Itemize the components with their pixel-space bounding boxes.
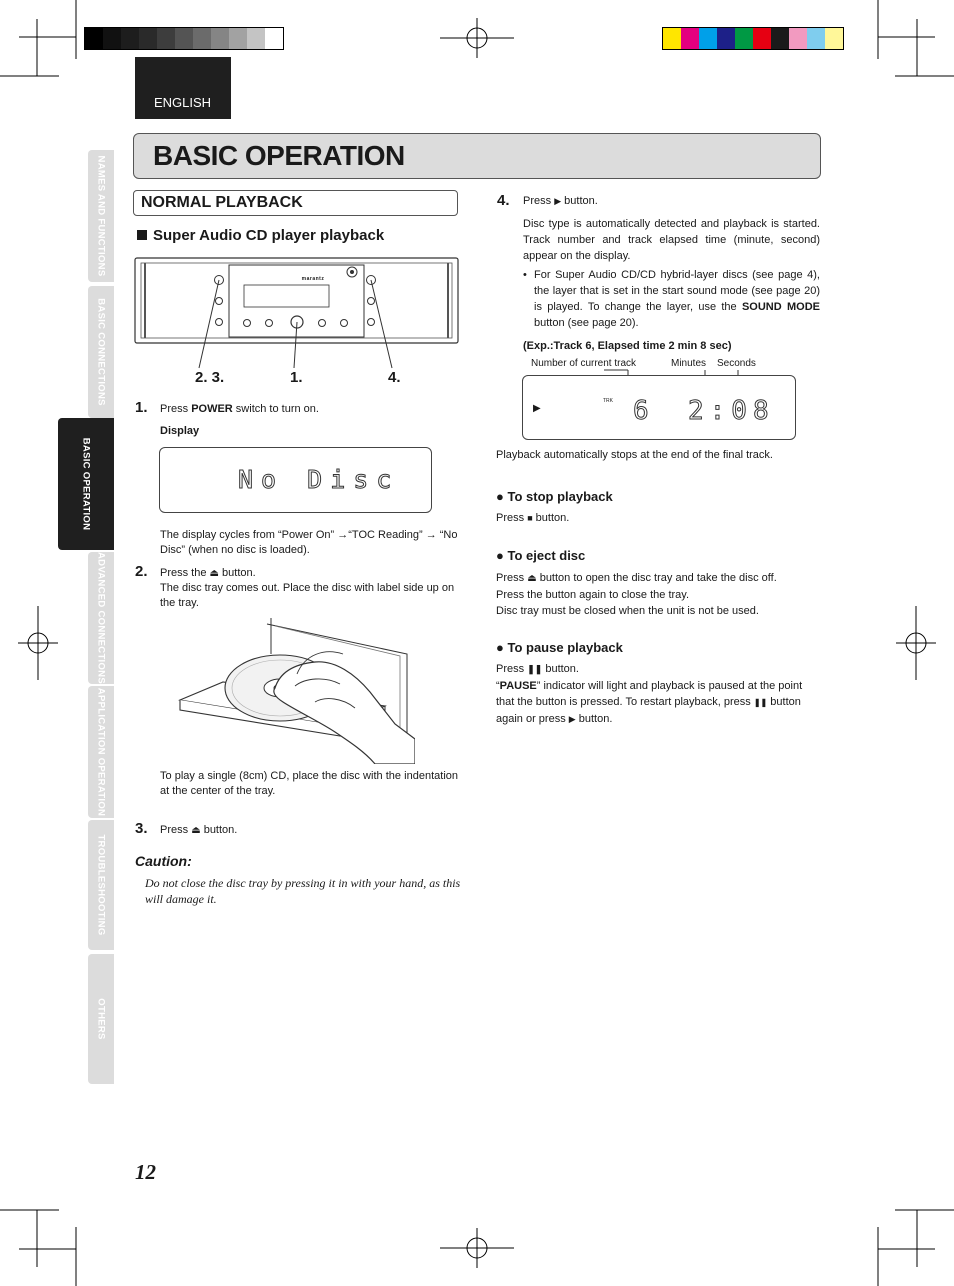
pause-description: “PAUSE” indicator will light and playback is paused at the point that the button is pressed. To restart playback, press ❚❚ button again or press ▶ button. [496, 680, 803, 725]
single-cd-text: To play a single (8cm) CD, place the disc with the indentation at the center of the tray. [160, 770, 458, 797]
caution-text: Do not close the disc tray by pressing it in with your hand, as this will damage it. [145, 876, 461, 906]
page-number: 12 [135, 1160, 156, 1184]
label-minutes: Minutes [671, 358, 707, 369]
pause-heading: ● To pause playback [496, 640, 623, 655]
side-tab-basic-operation[interactable]: BASIC OPERATION [58, 418, 114, 550]
eject-text: Press ⏏ button to open the disc tray and take the disc off. Press the button again to close the tray. Disc tray must be closed when the unit is not be used. [496, 572, 777, 617]
eject-heading: ● To eject disc [496, 548, 586, 563]
step-3-text: Press ⏏ button. [160, 824, 238, 836]
example-title: (Exp.:Track 6, Elapsed time 2 min 8 sec) [523, 340, 732, 352]
subsection-heading: Super Audio CD player playback [137, 227, 384, 244]
label-seconds: Seconds [717, 358, 756, 369]
pause-icon: ❚❚ [527, 664, 543, 674]
stop-text: Press ■ button. [496, 512, 570, 524]
eject-icon: ⏏ [527, 573, 537, 584]
display-cycle-text: The display cycles from “Power On” →“TOC Reading” → “No Disc” (when no disc is loaded). [160, 529, 458, 556]
circle-bullet-icon: ● [496, 489, 504, 504]
step-3-number: 3. [135, 820, 148, 837]
label-current-track: Number of current track [531, 358, 637, 369]
display-label: Display [160, 425, 200, 437]
eject-icon: ⏏ [191, 825, 201, 836]
step-4-text: Press ▶ button. [523, 195, 598, 207]
callout-1: 1. [290, 369, 303, 386]
language-tab [135, 57, 231, 119]
step-4-number: 4. [497, 192, 510, 209]
lcd-playback [522, 375, 796, 440]
language-label: ENGLISH [154, 95, 212, 110]
square-bullet-icon [137, 230, 147, 240]
pause-text: Press ❚❚ button. [496, 663, 579, 675]
eject-icon: ⏏ [209, 568, 219, 579]
play-icon: ▶ [554, 196, 562, 206]
pause-icon: ❚❚ [753, 698, 768, 707]
hybrid-disc-bullet: • For Super Audio CD/CD hybrid-layer discs (see page 4), the layer that is set in the start sound mode (see page 20) is played. To change the layer, use the SOUND MODE button (see page 20). [523, 269, 820, 329]
side-tab-basic-connections[interactable]: BASIC CONNECTIONS [88, 286, 114, 418]
side-tab-others[interactable]: OTHERS [88, 954, 114, 1084]
device-brand: marantz [301, 276, 325, 282]
circle-bullet-icon: ● [496, 548, 504, 563]
side-tab-advanced-connections[interactable]: ADVANCED CONNECTIONS [88, 552, 114, 684]
section-heading-box [133, 190, 458, 216]
play-icon: ▶ [568, 714, 576, 724]
disc-tray-illustration [175, 614, 415, 764]
lcd-track-number: 6 [633, 396, 657, 426]
section-heading: NORMAL PLAYBACK [141, 194, 303, 211]
lcd-trk-label: TRK [603, 398, 613, 404]
circle-bullet-icon: ● [496, 640, 504, 655]
lcd-elapsed-time: 2:08 [688, 396, 775, 426]
step-2-number: 2. [135, 563, 148, 580]
lcd-play-icon: ▶ [533, 403, 541, 414]
lcd-no-disc-text: No Disc [238, 465, 400, 494]
lcd-no-disc [159, 447, 432, 513]
step-2-text: Press the ⏏ button. The disc tray comes out. Place the disc with label side up on the tray. [160, 567, 455, 609]
color-bar [662, 27, 844, 50]
stop-icon: ■ [527, 513, 533, 523]
grayscale-bar [84, 27, 284, 50]
callout-4: 4. [388, 369, 401, 386]
caution-title: Caution: [135, 853, 192, 869]
page-title: BASIC OPERATION [153, 140, 405, 171]
callout-2-3: 2. 3. [195, 369, 225, 386]
bullet-dot: • [523, 269, 527, 281]
step-1-text: Press POWER switch to turn on. [160, 403, 319, 415]
step-1-number: 1. [135, 399, 148, 416]
step-4-description: Disc type is automatically detected and playback is started. Track number and track elapsed time (minute, second) appear on the display. [523, 218, 820, 262]
side-tab-names-and-functions[interactable]: NAMES AND FUNCTIONS [88, 150, 114, 282]
side-tab-troubleshooting[interactable]: TROUBLESHOOTING [88, 820, 114, 950]
side-tab-application-operation[interactable]: APPLICATION OPERATION [88, 686, 114, 818]
page-title-box [133, 133, 821, 179]
auto-stop-text: Playback automatically stops at the end of the final track. [496, 449, 773, 461]
stop-heading: ● To stop playback [496, 489, 613, 504]
